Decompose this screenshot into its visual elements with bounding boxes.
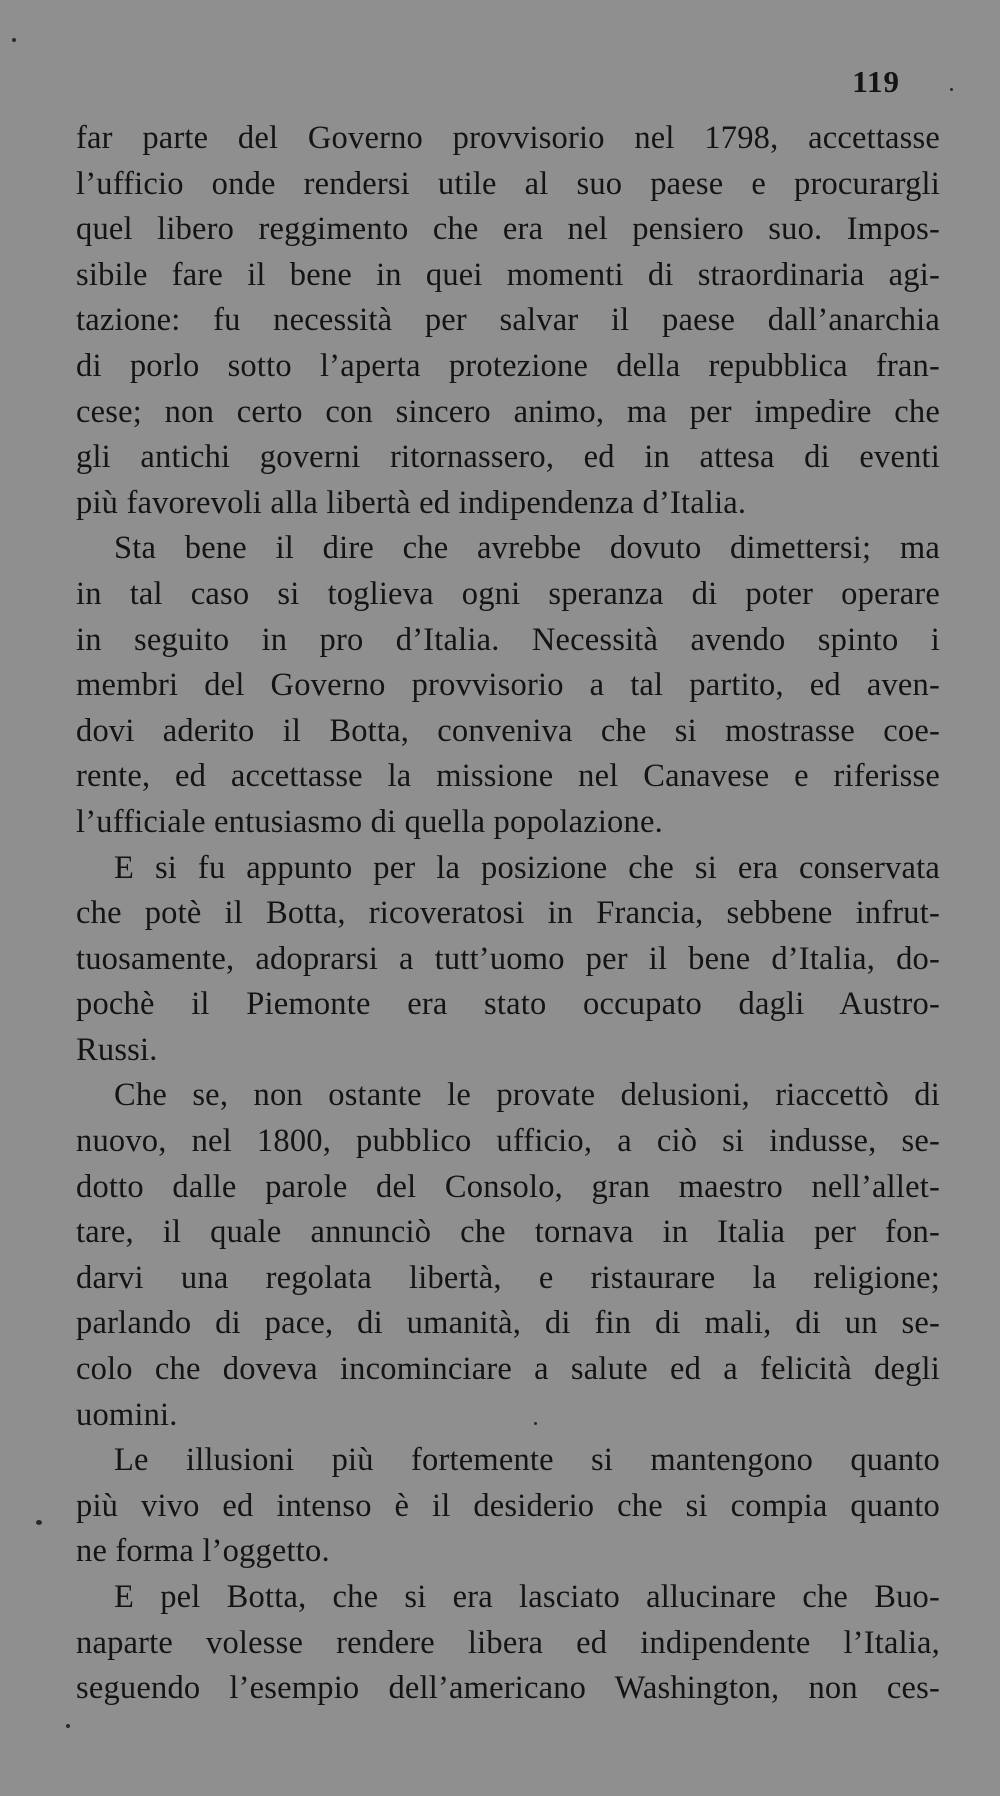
text-line: in tal caso si toglieva ogni speranza di poter operare bbox=[76, 575, 940, 612]
scan-speck bbox=[950, 88, 953, 91]
text-line: naparte volesse rendere libera ed indipendente l’Italia, bbox=[76, 1624, 940, 1661]
text-line: che potè il Botta, ricoveratosi in Francia, sebbene infrut- bbox=[76, 895, 940, 932]
text-line: tazione: fu necessità per salvar il paese dall’anarchia bbox=[76, 302, 940, 339]
text-line: darvi una regolata libertà, e ristaurare la religione; bbox=[76, 1259, 940, 1296]
text-line: di porlo sotto l’aperta protezione della repubblica fran- bbox=[76, 347, 940, 384]
paragraph-start-line: E si fu appunto per la posizione che si era conservata bbox=[114, 849, 940, 886]
body-text bbox=[76, 116, 940, 1712]
text-line: l’ufficiale entusiasmo di quella popolazione. bbox=[76, 803, 663, 840]
text-line: cese; non certo con sincero animo, ma per impedire che bbox=[76, 393, 940, 430]
scan-speck bbox=[36, 1520, 42, 1525]
text-line: nuovo, nel 1800, pubblico ufficio, a ciò si indusse, se- bbox=[76, 1123, 940, 1160]
text-line: l’ufficio onde rendersi utile al suo paese e procurargli bbox=[76, 165, 940, 202]
paragraph-start-line: Sta bene il dire che avrebbe dovuto dimettersi; ma bbox=[114, 530, 940, 567]
text-line: dovi aderito il Botta, conveniva che si mostrasse coe- bbox=[76, 712, 940, 749]
page-number: 119 bbox=[852, 64, 900, 99]
text-line: tuosamente, adoprarsi a tutt’uomo per il bene d’Italia, do- bbox=[76, 940, 940, 977]
text-line: parlando di pace, di umanità, di fin di mali, di un se- bbox=[76, 1305, 940, 1342]
text-line: uomini. bbox=[76, 1396, 178, 1433]
text-line: pochè il Piemonte era stato occupato dagli Austro- bbox=[76, 986, 940, 1023]
text-line: in seguito in pro d’Italia. Necessità avendo spinto i bbox=[76, 621, 940, 658]
text-line: gli antichi governi ritornassero, ed in attesa di eventi bbox=[76, 439, 940, 476]
text-line: quel libero reggimento che era nel pensiero suo. Impos- bbox=[76, 211, 940, 248]
text-line: più favorevoli alla libertà ed indipendenza d’Italia. bbox=[76, 484, 747, 521]
text-line: sibile fare il bene in quei momenti di straordinaria agi- bbox=[76, 256, 940, 293]
scan-speck bbox=[12, 38, 16, 42]
paragraph-start-line: Le illusioni più fortemente si mantengono quanto bbox=[114, 1442, 940, 1479]
text-line: seguendo l’esempio dell’americano Washington, non ces- bbox=[76, 1670, 940, 1707]
text-line: tare, il quale annunciò che tornava in Italia per fon- bbox=[76, 1214, 940, 1251]
text-line: membri del Governo provvisorio a tal partito, ed aven- bbox=[76, 667, 940, 704]
text-line: ne forma l’oggetto. bbox=[76, 1533, 330, 1570]
text-line: rente, ed accettasse la missione nel Canavese e riferisse bbox=[76, 758, 940, 795]
paragraph-start-line: Che se, non ostante le provate delusioni, riaccettò di bbox=[114, 1077, 940, 1114]
text-line: più vivo ed intenso è il desiderio che si compia quanto bbox=[76, 1487, 940, 1524]
scan-speck bbox=[66, 1724, 70, 1728]
text-line: dotto dalle parole del Consolo, gran maestro nell’allet- bbox=[76, 1168, 940, 1205]
text-line: Russi. bbox=[76, 1031, 158, 1068]
scan-speck bbox=[534, 1422, 537, 1425]
text-line: colo che doveva incominciare a salute ed a felicità degli bbox=[76, 1351, 940, 1388]
paragraph-start-line: E pel Botta, che si era lasciato allucinare che Buo- bbox=[114, 1579, 940, 1615]
text-line: far parte del Governo provvisorio nel 1798, accettasse bbox=[76, 120, 940, 156]
